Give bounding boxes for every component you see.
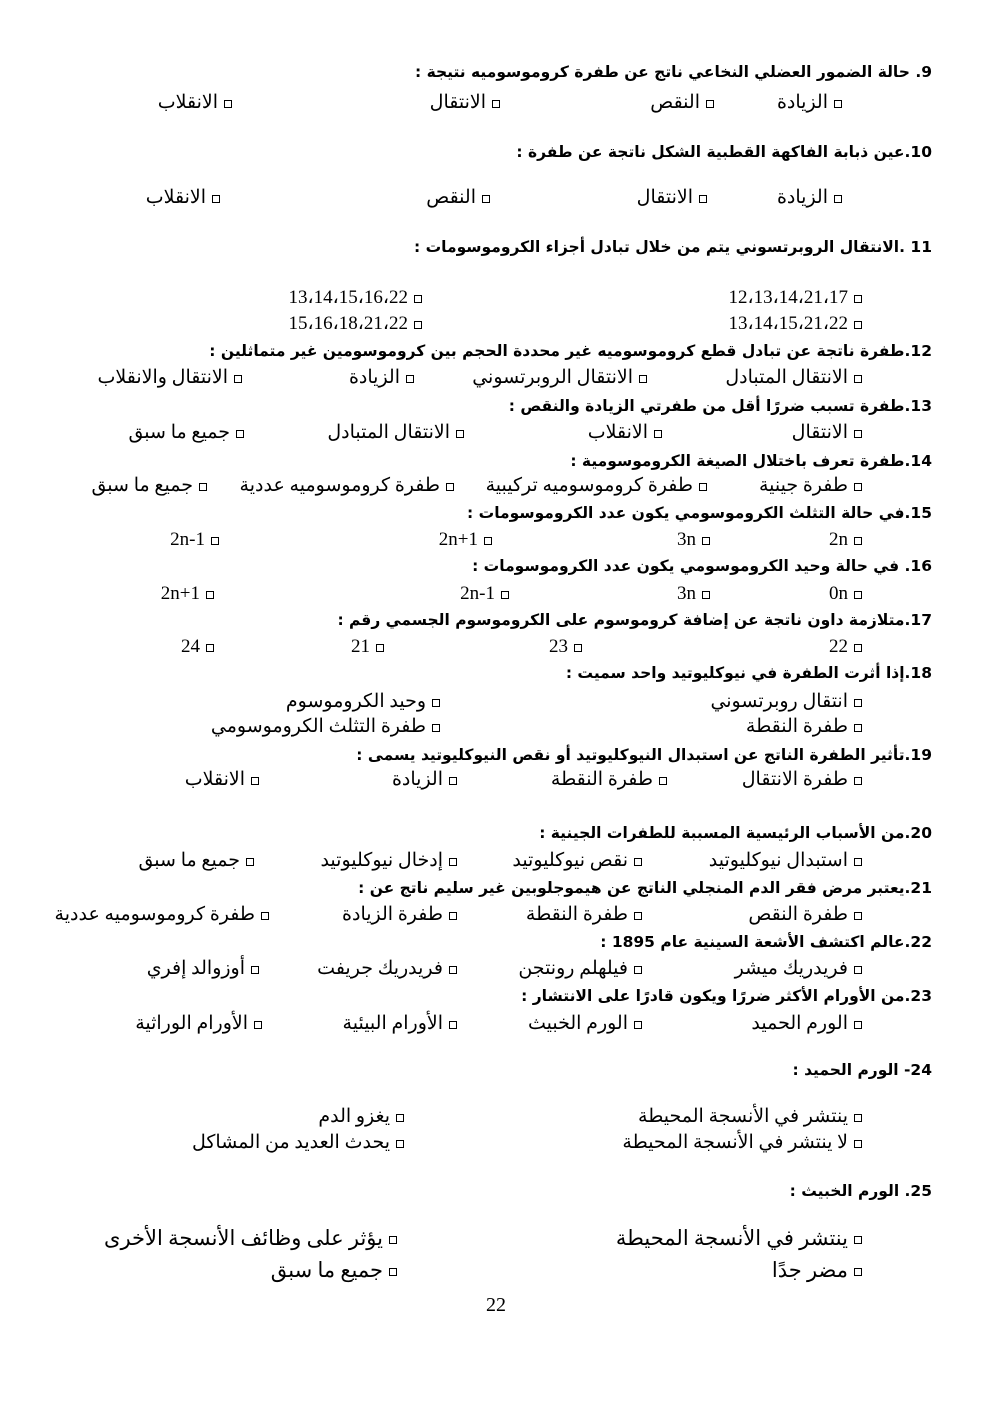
option[interactable]: فيلهلم رونتجن [518, 957, 642, 980]
checkbox[interactable] [854, 912, 862, 920]
question-10: 10.عين ذبابة الفاكهة القطبية الشكل ناتجة عن طفرة : [516, 143, 932, 161]
option[interactable]: الزيادة [777, 91, 842, 114]
option[interactable]: 24 [181, 636, 214, 658]
question-22: 22.عالم اكتشف الأشعة السينية عام 1895 : [600, 933, 932, 951]
checkbox[interactable] [854, 724, 862, 732]
checkbox[interactable] [414, 295, 422, 303]
checkbox[interactable] [432, 699, 440, 707]
checkbox[interactable] [699, 195, 707, 203]
option[interactable]: 13،14،15،21،22 [728, 312, 862, 335]
checkbox[interactable] [639, 375, 647, 383]
option[interactable]: 2n+1 [161, 583, 214, 605]
question-16: 16. في حالة وحيد الكروموسومي يكون عدد الكروموسومات : [472, 557, 932, 575]
option[interactable]: طفرة الزيادة [342, 903, 457, 926]
option[interactable]: النقص [650, 91, 714, 114]
option[interactable]: الانتقال [430, 91, 500, 114]
option[interactable]: الزيادة [349, 366, 414, 389]
question-12: 12.طفرة ناتجة عن تبادل قطع كروموسوميه غير محددة الحجم بين كروموسومين غير متماثلين : [209, 342, 932, 360]
checkbox[interactable] [251, 966, 259, 974]
option[interactable]: يغزو الدم [318, 1105, 404, 1128]
option[interactable]: 13،14،15،16،22 [288, 286, 422, 309]
checkbox[interactable] [706, 100, 714, 108]
checkbox[interactable] [261, 912, 269, 920]
question-23: 23.من الأورام الأكثر ضررًا ويكون قادرًا على الانتشار : [521, 987, 932, 1005]
option[interactable]: جميع ما سبق [138, 849, 254, 872]
option[interactable]: أوزوالد إفري [147, 957, 259, 980]
checkbox[interactable] [446, 483, 454, 491]
option[interactable]: الأورام الوراثية [135, 1012, 262, 1035]
checkbox[interactable] [854, 321, 862, 329]
option[interactable]: طفرة التثلث الكروموسومي [211, 715, 440, 738]
option[interactable]: الزيادة [777, 186, 842, 209]
checkbox[interactable] [449, 858, 457, 866]
option[interactable]: 0n [829, 583, 862, 605]
checkbox[interactable] [234, 375, 242, 383]
checkbox[interactable] [406, 375, 414, 383]
checkbox[interactable] [854, 430, 862, 438]
option[interactable]: الانتقال المتبادل [725, 366, 862, 389]
checkbox[interactable] [501, 591, 509, 599]
option[interactable]: 23 [549, 636, 582, 658]
option[interactable]: طفرة النقطة [526, 903, 642, 926]
question-9: 9. حالة الضمور العضلي النخاعي ناتج عن طفرة كروموسوميه نتيجة : [414, 63, 932, 81]
checkbox[interactable] [854, 483, 862, 491]
option[interactable]: الانقلاب [146, 186, 220, 209]
checkbox[interactable] [699, 483, 707, 491]
checkbox[interactable] [574, 644, 582, 652]
option[interactable]: الانقلاب [185, 768, 259, 791]
option[interactable]: 2n [829, 529, 862, 551]
checkbox[interactable] [854, 537, 862, 545]
checkbox[interactable] [236, 430, 244, 438]
checkbox[interactable] [224, 100, 232, 108]
option[interactable]: طفرة كروموسوميه عددية [240, 474, 454, 497]
checkbox[interactable] [854, 699, 862, 707]
checkbox[interactable] [634, 1021, 642, 1029]
question-14: 14.طفرة تعرف باختلال الصيغة الكروموسومية : [570, 452, 932, 470]
checkbox[interactable] [659, 777, 667, 785]
option[interactable]: الانقلاب [158, 91, 232, 114]
option[interactable]: وحيد الكروموسوم [286, 690, 440, 713]
checkbox[interactable] [254, 1021, 262, 1029]
option[interactable]: يحدث العديد من المشاكل [192, 1131, 404, 1154]
option[interactable]: نقص نيوكليوتيد [512, 849, 642, 872]
checkbox[interactable] [634, 966, 642, 974]
option[interactable]: الانتقال [637, 186, 707, 209]
option[interactable]: ينتشر في الأنسجة المحيطة [616, 1226, 862, 1251]
option[interactable]: جميع ما سبق [128, 421, 244, 444]
checkbox[interactable] [389, 1236, 397, 1244]
question-13: 13.طفرة تسبب ضررًا أقل من طفرتي الزيادة والنقص : [508, 397, 932, 415]
checkbox[interactable] [854, 1268, 862, 1276]
checkbox[interactable] [854, 295, 862, 303]
option[interactable]: الورم الخبيث [528, 1012, 642, 1035]
option[interactable]: جميع ما سبق [91, 474, 207, 497]
question-11: 11 .الانتقال الروبرتسوني يتم من خلال تبادل أجزاء الكروموسومات : [413, 238, 932, 256]
option[interactable]: ينتشر في الأنسجة المحيطة [638, 1105, 862, 1128]
question-25: 25. الورم الخبيث : [789, 1182, 932, 1200]
option[interactable]: الانتقال [792, 421, 862, 444]
option[interactable]: 2n+1 [439, 529, 492, 551]
option[interactable]: الانتقال والانقلاب [97, 366, 242, 389]
option[interactable]: استبدال نيوكليوتيد [709, 849, 862, 872]
checkbox[interactable] [396, 1140, 404, 1148]
checkbox[interactable] [449, 966, 457, 974]
checkbox[interactable] [449, 912, 457, 920]
option[interactable]: طفرة كروموسوميه عددية [55, 903, 269, 926]
checkbox[interactable] [834, 100, 842, 108]
question-15: 15.في حالة التثلث الكروموسومي يكون عدد الكروموسومات : [467, 504, 932, 522]
question-17: 17.متلازمة داون ناتجة عن إضافة كروموسوم على الكروموسوم الجسمي رقم : [337, 611, 932, 629]
option[interactable]: طفرة النقص [748, 903, 862, 926]
checkbox[interactable] [854, 1140, 862, 1148]
option[interactable]: مضر جدًا [772, 1258, 862, 1283]
checkbox[interactable] [834, 195, 842, 203]
checkbox[interactable] [854, 644, 862, 652]
checkbox[interactable] [212, 195, 220, 203]
checkbox[interactable] [389, 1268, 397, 1276]
question-19: 19.تأثير الطفرة الناتج عن استبدال النيوكليوتيد أو نقص النيوكليوتيد يسمى : [356, 746, 932, 764]
option[interactable]: 21 [351, 636, 384, 658]
option[interactable]: 3n [677, 529, 710, 551]
checkbox[interactable] [449, 1021, 457, 1029]
checkbox[interactable] [854, 1021, 862, 1029]
checkbox[interactable] [702, 537, 710, 545]
option[interactable]: طفرة جينية [759, 474, 862, 497]
option[interactable]: الانتقال الروبرتسوني [472, 366, 647, 389]
checkbox[interactable] [432, 724, 440, 732]
checkbox[interactable] [414, 321, 422, 329]
option[interactable]: طفرة الانتقال [742, 768, 862, 791]
option[interactable]: الانتقال المتبادل [327, 421, 464, 444]
option[interactable]: 2n-1 [460, 583, 509, 605]
option[interactable]: لا ينتشر في الأنسجة المحيطة [622, 1131, 862, 1154]
checkbox[interactable] [654, 430, 662, 438]
question-18: 18.إذا أثرت الطفرة في نيوكليوتيد واحد سميت : [565, 664, 932, 682]
question-20: 20.من الأسباب الرئيسية المسببة للطفرات الجينية : [539, 824, 932, 842]
option[interactable]: الأورام البيئية [343, 1012, 457, 1035]
option[interactable]: 2n-1 [170, 529, 219, 551]
option[interactable]: طفرة النقطة [551, 768, 667, 791]
option[interactable]: يؤثر على وظائف الأنسجة الأخرى [104, 1226, 397, 1251]
checkbox[interactable] [854, 591, 862, 599]
checkbox[interactable] [456, 430, 464, 438]
option[interactable]: طفرة النقطة [746, 715, 862, 738]
checkbox[interactable] [251, 777, 259, 785]
checkbox[interactable] [199, 483, 207, 491]
checkbox[interactable] [482, 195, 490, 203]
checkbox[interactable] [854, 777, 862, 785]
checkbox[interactable] [492, 100, 500, 108]
option[interactable]: جميع ما سبق [271, 1258, 397, 1283]
checkbox[interactable] [634, 858, 642, 866]
checkbox[interactable] [634, 912, 642, 920]
checkbox[interactable] [484, 537, 492, 545]
checkbox[interactable] [246, 858, 254, 866]
option[interactable]: إدخال نيوكليوتيد [320, 849, 457, 872]
option[interactable]: 15،16،18،21،22 [288, 312, 422, 335]
checkbox[interactable] [449, 777, 457, 785]
checkbox[interactable] [206, 591, 214, 599]
option[interactable]: النقص [426, 186, 490, 209]
checkbox[interactable] [854, 375, 862, 383]
checkbox[interactable] [206, 644, 214, 652]
option[interactable]: الورم الحميد [751, 1012, 862, 1035]
checkbox[interactable] [396, 1114, 404, 1122]
option[interactable]: 12،13،14،21،17 [728, 286, 862, 309]
option[interactable]: فريدريك جريفت [317, 957, 457, 980]
question-24: 24- الورم الحميد : [792, 1061, 932, 1079]
checkbox[interactable] [854, 1236, 862, 1244]
option[interactable]: الانقلاب [588, 421, 662, 444]
page-number: 22 [486, 1294, 506, 1316]
checkbox[interactable] [854, 1114, 862, 1122]
checkbox[interactable] [211, 537, 219, 545]
option[interactable]: الزيادة [392, 768, 457, 791]
option[interactable]: 22 [829, 636, 862, 658]
option[interactable]: فريدريك ميشر [735, 957, 862, 980]
checkbox[interactable] [854, 858, 862, 866]
checkbox[interactable] [702, 591, 710, 599]
checkbox[interactable] [854, 966, 862, 974]
option[interactable]: طفرة كروموسوميه تركيبية [486, 474, 707, 497]
checkbox[interactable] [376, 644, 384, 652]
option[interactable]: 3n [677, 583, 710, 605]
question-21: 21.يعتبر مرض فقر الدم المنجلي الناتج عن هيموجلوبين غير سليم ناتج عن : [358, 879, 932, 897]
option[interactable]: انتقال روبرتسوني [710, 690, 862, 713]
